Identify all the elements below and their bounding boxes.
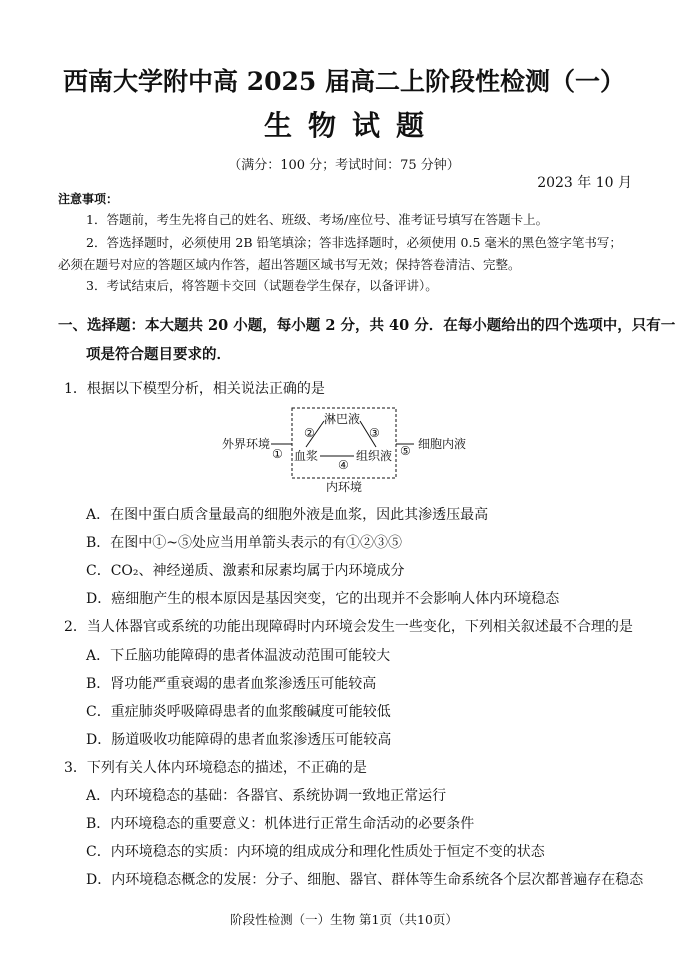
question-2-option-a: A．下丘脑功能障碍的患者体温波动范围可能较大 — [86, 648, 391, 664]
exam-date: 2023 年 10 月 — [537, 175, 632, 191]
question-3-option-b: B．内环境稳态的重要意义：机体进行正常生命活动的必要条件 — [86, 816, 475, 832]
question-2-option-c: C．重症肺炎呼吸障碍患者的血浆酸碱度可能较低 — [86, 704, 391, 720]
exam-title: 西南大学附中高 2025 届高二上阶段性检测（一） — [63, 67, 625, 96]
question-1-option-c: C．CO₂、神经递质、激素和尿素均属于内环境成分 — [86, 563, 405, 579]
subject-title: 生物试题 — [263, 109, 440, 142]
question-3-option-d: D．内环境稳态概念的发展：分子、细胞、器官、群体等生命系统各个层次都普遍存在稳态 — [86, 872, 644, 888]
question-3-stem: 3．下列有关人体内环境稳态的描述，不正确的是 — [64, 760, 367, 776]
question-3-option-c: C．内环境稳态的实质：内环境的组成成分和理化性质处于恒定不变的状态 — [86, 844, 545, 860]
question-1-option-a: A．在图中蛋白质含量最高的细胞外液是血浆，因此其渗透压最高 — [86, 507, 489, 523]
notice-item-1: 1．答题前，考生先将自己的姓名、班级、考场/座位号、准考证号填写在答题卡上。 — [86, 212, 549, 227]
diagram-outside: 外界环境 — [222, 437, 271, 451]
diagram-internal: 内环境 — [326, 480, 363, 494]
notice-item-2: 2．答选择题时，必须使用 2B 铅笔填涂；答非选择题时，必须使用 0.5 毫米的黑色签字笔书写； — [86, 235, 622, 250]
diagram-n1: ① — [272, 447, 283, 461]
question-1-option-b: B．在图中①~⑤处应当用单箭头表示的有①②③⑤ — [86, 535, 403, 551]
notice-item-2-cont: 必须在题号对应的答题区域内作答，超出答题区域书写无效；保持答卷清洁、完整。 — [58, 257, 521, 272]
diagram-n3: ③ — [369, 426, 380, 440]
score-line: （满分：100 分；考试时间：75 分钟） — [228, 158, 460, 173]
question-1-stem: 1．根据以下模型分析，相关说法正确的是 — [64, 381, 325, 397]
diagram-n4: ④ — [338, 458, 349, 472]
diagram-plasma: 血浆 — [294, 449, 319, 463]
diagram-n5: ⑤ — [400, 444, 411, 458]
question-3-option-a: A．内环境稳态的基础：各器官、系统协调一致地正常运行 — [86, 788, 447, 804]
notice-item-3: 3．考试结束后，将答题卡交回（试题卷学生保存，以备评讲）。 — [86, 278, 438, 293]
question-2-stem: 2．当人体器官或系统的功能出现障碍时内环境会发生一些变化，下列相关叙述最不合理的是 — [64, 619, 633, 635]
diagram-n2: ② — [304, 426, 315, 440]
diagram-tissue: 组织液 — [356, 449, 393, 463]
diagram-lymph: 淋巴液 — [324, 412, 361, 426]
question-2-option-d: D．肠道吸收功能障碍的患者血浆渗透压可能较高 — [86, 732, 392, 748]
diagram-cell: 细胞内液 — [418, 437, 467, 451]
section-heading-line2: 项是符合题目要求的． — [86, 346, 231, 363]
question-1-option-d: D．癌细胞产生的根本原因是基因突变，它的出现并不会影响人体内环境稳态 — [86, 591, 560, 607]
notice-heading: 注意事项： — [58, 192, 119, 206]
question-2-option-b: B．肾功能严重衰竭的患者血浆渗透压可能较高 — [86, 676, 377, 692]
internal-environment-diagram — [214, 404, 474, 494]
page-footer: 阶段性检测（一）生物 第1页（共10页） — [230, 912, 458, 927]
section-heading-line1: 一、选择题：本大题共 20 小题，每小题 2 分，共 40 分．在每小题给出的四个选项中，只有一 — [58, 317, 676, 334]
